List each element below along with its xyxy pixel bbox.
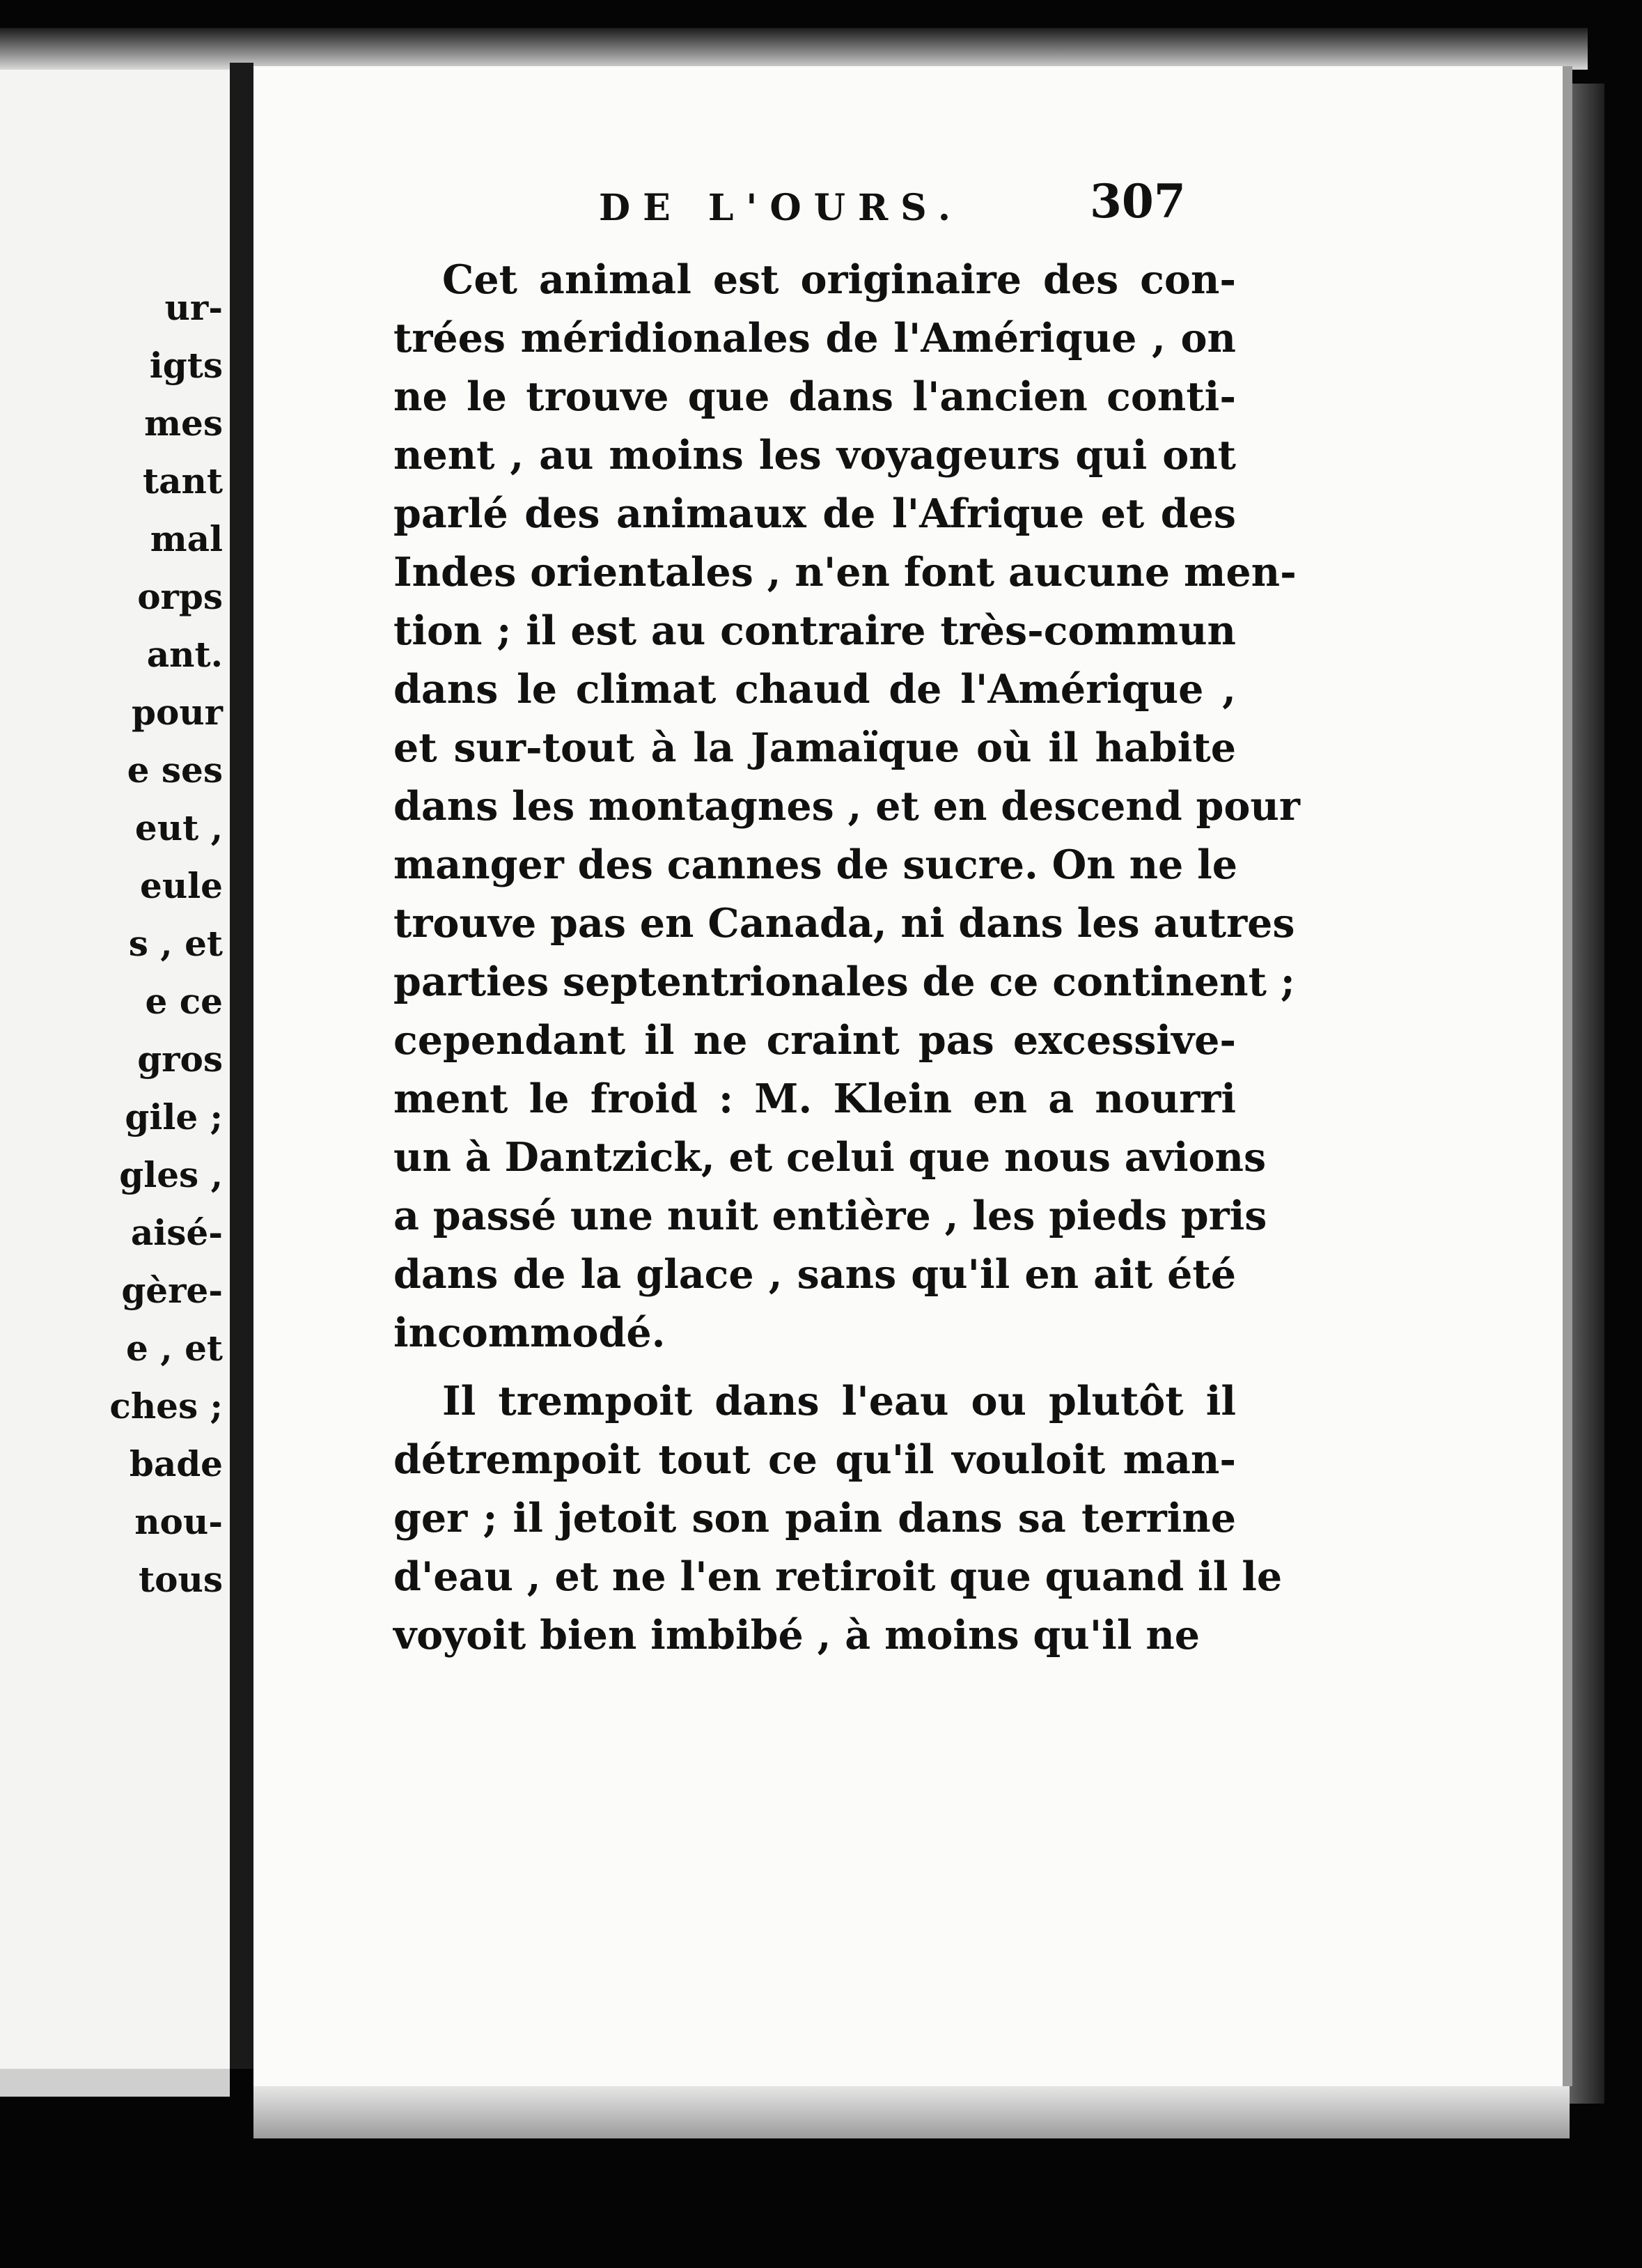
text-line: d'eau , et ne l'en retiroit que quand il le <box>393 1553 1283 1600</box>
text-line: détrempoit tout ce qu'il vouloit man- <box>393 1436 1236 1483</box>
text-line: trouve pas en Canada, ni dans les autres <box>393 900 1295 947</box>
left-page-line: igts <box>149 345 223 386</box>
text-line: nent , au moins les voyageurs qui ont <box>393 432 1236 479</box>
left-page-line: e , et <box>126 1328 223 1369</box>
left-page-line: e ce <box>145 981 223 1022</box>
body-text <box>393 251 1300 1665</box>
left-page-line: ur- <box>164 287 223 328</box>
paragraph-gap <box>393 1362 1236 1372</box>
left-page-line: s , et <box>128 923 223 964</box>
text-line: un à Dantzick, et celui que nous avions <box>393 1134 1267 1181</box>
text-line: manger des cannes de sucre. On ne le <box>393 841 1238 888</box>
paragraph <box>393 1372 1283 1665</box>
left-page-line: gile ; <box>125 1096 223 1137</box>
left-page-line: bade <box>129 1443 223 1484</box>
left-page-line: gère- <box>121 1270 223 1311</box>
text-line: Il trempoit dans l'eau ou plutôt il <box>442 1378 1236 1424</box>
text-line: ger ; il jetoit son pain dans sa terrine <box>393 1495 1236 1541</box>
left-page-text-fragments <box>0 279 230 1608</box>
text-line: parlé des animaux de l'Afrique et des <box>393 490 1236 537</box>
left-page-line: ches ; <box>109 1385 223 1427</box>
text-line: trées méridionales de l'Amérique , on <box>393 315 1236 362</box>
text-line: Cet animal est originaire des con- <box>442 256 1236 303</box>
left-page-line: nou- <box>134 1501 223 1542</box>
text-line: dans le climat chaud de l'Amérique , <box>393 666 1236 713</box>
text-line: incommodé. <box>393 1310 666 1356</box>
left-page-line: mes <box>144 403 223 444</box>
left-page-line: orps <box>137 576 223 617</box>
left-page-line: gles , <box>119 1154 223 1195</box>
left-page-line: e ses <box>127 749 223 791</box>
text-line: a passé une nuit entière , les pieds pris <box>393 1193 1267 1239</box>
text-line: parties septentrionales de ce continent ; <box>393 958 1295 1005</box>
text-line: dans les montagnes , et en descend pour <box>393 783 1300 830</box>
text-line: voyoit bien imbibé , à moins qu'il ne <box>393 1612 1201 1659</box>
book-gutter <box>230 63 253 2069</box>
book-bottom-edge <box>253 2086 1570 2138</box>
left-page-line: eut , <box>134 807 223 848</box>
left-page-line: mal <box>150 518 223 559</box>
page-number: 307 <box>1090 174 1186 228</box>
text-line: ment le froid : M. Klein en a nourri <box>393 1075 1236 1122</box>
text-line: et sur-tout à la Jamaïque où il habite <box>393 724 1236 771</box>
text-line: tion ; il est au contraire très-commun <box>393 607 1236 654</box>
left-page-line: tous <box>139 1559 223 1600</box>
left-page-line: pour <box>131 692 223 733</box>
left-page-line: ant. <box>146 634 223 675</box>
text-line: dans de la glace , sans qu'il en ait été <box>393 1251 1236 1298</box>
left-page-line: aisé- <box>130 1212 223 1253</box>
running-title: DE L'OURS. <box>599 187 963 229</box>
left-page-line: gros <box>137 1039 223 1080</box>
left-page-line: eule <box>140 865 223 906</box>
left-page-line: tant <box>143 460 223 502</box>
text-line: ne le trouve que dans l'ancien conti- <box>393 373 1236 420</box>
paragraph <box>393 251 1300 1362</box>
text-line: cependant il ne craint pas excessive- <box>393 1017 1236 1064</box>
text-line: Indes orientales , n'en font aucune men- <box>393 549 1297 596</box>
